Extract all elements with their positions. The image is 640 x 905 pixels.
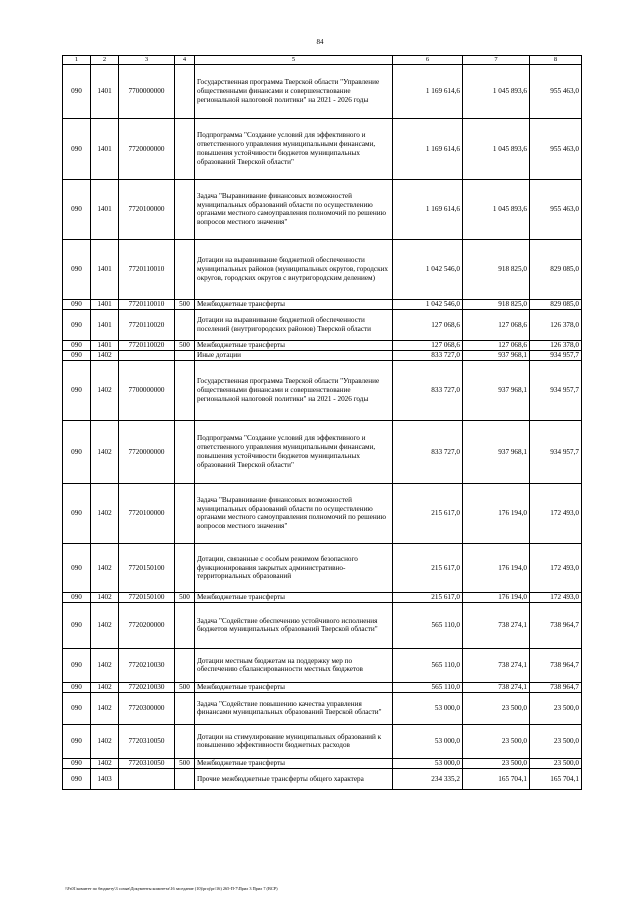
cell-c4 xyxy=(175,118,195,179)
cell-c2: 1402 xyxy=(91,592,119,602)
cell-c5: Межбюджетные трансферты xyxy=(195,682,393,692)
cell-c5: Подпрограмма "Создание условий для эффективного и ответственного управления муниципальными финансами, повышения устойчивости бюджетов муниципальных образований Тверской области" xyxy=(195,420,393,483)
cell-c8: 934 957,7 xyxy=(530,350,582,360)
cell-c3: 7720310050 xyxy=(119,724,175,758)
cell-c7: 937 968,1 xyxy=(463,350,530,360)
cell-c4 xyxy=(175,64,195,118)
cell-c8: 738 964,7 xyxy=(530,648,582,682)
cell-c4 xyxy=(175,350,195,360)
cell-c2: 1402 xyxy=(91,350,119,360)
cell-c2: 1401 xyxy=(91,340,119,350)
cell-c3: 7720000000 xyxy=(119,420,175,483)
cell-c7: 738 274,1 xyxy=(463,602,530,648)
cell-c6: 234 335,2 xyxy=(393,768,463,789)
cell-c5: Задача "Выравнивание финансовых возможностей муниципальных образований области по осуществлению органами местного самоуправления полномочий по решению вопросов местного значения" xyxy=(195,483,393,543)
cell-c1: 090 xyxy=(63,64,91,118)
cell-c8: 165 704,1 xyxy=(530,768,582,789)
cell-c6: 215 617,0 xyxy=(393,483,463,543)
table-row xyxy=(63,350,582,360)
cell-c2: 1401 xyxy=(91,239,119,299)
col-header-7: 7 xyxy=(463,56,530,65)
cell-c1: 090 xyxy=(63,692,91,724)
cell-c1: 090 xyxy=(63,118,91,179)
cell-c1: 090 xyxy=(63,309,91,340)
cell-c5: Межбюджетные трансферты xyxy=(195,592,393,602)
cell-c3: 7720200000 xyxy=(119,602,175,648)
cell-c3: 7720210030 xyxy=(119,682,175,692)
cell-c4 xyxy=(175,768,195,789)
cell-c1: 090 xyxy=(63,299,91,309)
cell-c7: 937 968,1 xyxy=(463,420,530,483)
cell-c8: 829 085,0 xyxy=(530,299,582,309)
cell-c4 xyxy=(175,239,195,299)
cell-c1: 090 xyxy=(63,592,91,602)
cell-c2: 1401 xyxy=(91,299,119,309)
cell-c4: 500 xyxy=(175,299,195,309)
cell-c8: 126 378,0 xyxy=(530,340,582,350)
cell-c6: 1 169 614,6 xyxy=(393,179,463,239)
cell-c7: 23 500,0 xyxy=(463,692,530,724)
cell-c5: Дотации на выравнивание бюджетной обеспеченности поселений (внутригородских районов) Тверской области xyxy=(195,309,393,340)
cell-c2: 1402 xyxy=(91,724,119,758)
cell-c4 xyxy=(175,543,195,592)
cell-c1: 090 xyxy=(63,179,91,239)
cell-c5: Государственная программа Тверской области "Управление общественными финансами и совершенствование региональной налоговой политики" на 2021 - 2026 годы xyxy=(195,360,393,420)
table-row xyxy=(63,309,582,340)
cell-c2: 1402 xyxy=(91,543,119,592)
cell-c3: 7720150100 xyxy=(119,543,175,592)
cell-c6: 215 617,0 xyxy=(393,592,463,602)
cell-c2: 1402 xyxy=(91,682,119,692)
cell-c5: Иные дотации xyxy=(195,350,393,360)
cell-c2: 1402 xyxy=(91,602,119,648)
table-row xyxy=(63,420,582,483)
budget-table xyxy=(62,55,582,790)
cell-c3: 7720100000 xyxy=(119,483,175,543)
cell-c8: 126 378,0 xyxy=(530,309,582,340)
cell-c6: 1 042 546,0 xyxy=(393,299,463,309)
cell-c8: 955 463,0 xyxy=(530,64,582,118)
table-row xyxy=(63,543,582,592)
cell-c1: 090 xyxy=(63,420,91,483)
cell-c7: 1 045 893,6 xyxy=(463,64,530,118)
cell-c7: 127 068,6 xyxy=(463,340,530,350)
cell-c4 xyxy=(175,360,195,420)
table-row xyxy=(63,692,582,724)
cell-c3: 7720150100 xyxy=(119,592,175,602)
cell-c3 xyxy=(119,768,175,789)
col-header-5: 5 xyxy=(195,56,393,65)
cell-c6: 1 042 546,0 xyxy=(393,239,463,299)
cell-c7: 127 068,6 xyxy=(463,309,530,340)
cell-c4: 500 xyxy=(175,682,195,692)
cell-c4 xyxy=(175,648,195,682)
cell-c5: Дотации, связанные с особым режимом безопасного функционирования закрытых административно-территориальных образований xyxy=(195,543,393,592)
table-row xyxy=(63,648,582,682)
table-row xyxy=(63,64,582,118)
cell-c4 xyxy=(175,483,195,543)
cell-c3: 7720110010 xyxy=(119,299,175,309)
cell-c7: 738 274,1 xyxy=(463,648,530,682)
table-row xyxy=(63,179,582,239)
col-header-4: 4 xyxy=(175,56,195,65)
cell-c1: 090 xyxy=(63,340,91,350)
table-row xyxy=(63,118,582,179)
cell-c4 xyxy=(175,692,195,724)
cell-c6: 565 110,0 xyxy=(393,602,463,648)
cell-c5: Дотации местным бюджетам на поддержку мер по обеспечению сбалансированности местных бюджетов xyxy=(195,648,393,682)
cell-c5: Межбюджетные трансферты xyxy=(195,758,393,768)
cell-c8: 955 463,0 xyxy=(530,179,582,239)
cell-c2: 1403 xyxy=(91,768,119,789)
table-row xyxy=(63,768,582,789)
cell-c3: 7720110010 xyxy=(119,239,175,299)
cell-c7: 23 500,0 xyxy=(463,724,530,758)
cell-c7: 1 045 893,6 xyxy=(463,179,530,239)
cell-c3: 7720210030 xyxy=(119,648,175,682)
cell-c7: 176 194,0 xyxy=(463,592,530,602)
cell-c8: 23 500,0 xyxy=(530,758,582,768)
cell-c3: 7720300000 xyxy=(119,692,175,724)
cell-c5: Дотации на выравнивание бюджетной обеспеченности муниципальных районов (муниципальных округов, городских округов, городских округов с внутригородским делением) xyxy=(195,239,393,299)
cell-c4: 500 xyxy=(175,592,195,602)
cell-c5: Межбюджетные трансферты xyxy=(195,340,393,350)
col-header-2: 2 xyxy=(91,56,119,65)
cell-c2: 1401 xyxy=(91,64,119,118)
cell-c7: 1 045 893,6 xyxy=(463,118,530,179)
cell-c3: 7720110020 xyxy=(119,340,175,350)
cell-c6: 565 110,0 xyxy=(393,682,463,692)
cell-c3: 7720110020 xyxy=(119,309,175,340)
table-row xyxy=(63,724,582,758)
col-header-8: 8 xyxy=(530,56,582,65)
cell-c5: Задача "Содействие повышению качества управления финансами муниципальных образований Тверской области" xyxy=(195,692,393,724)
cell-c8: 23 500,0 xyxy=(530,724,582,758)
cell-c3: 7720000000 xyxy=(119,118,175,179)
cell-c5: Дотации на стимулирование муниципальных образований к повышению эффективности бюджетных расходов xyxy=(195,724,393,758)
header-row xyxy=(63,56,582,65)
cell-c7: 23 500,0 xyxy=(463,758,530,768)
cell-c2: 1401 xyxy=(91,179,119,239)
cell-c3: 7700000000 xyxy=(119,360,175,420)
cell-c6: 53 000,0 xyxy=(393,758,463,768)
cell-c6: 1 169 614,6 xyxy=(393,118,463,179)
footer-file-path: \\Fs01\комитет по бюджету\3 созыв\Документы комитета\16 заседание (10)\proj\pr\16) 265-П-7\Прил 3 Прил 7 (ВСР) xyxy=(65,886,278,891)
table-row xyxy=(63,758,582,768)
cell-c8: 172 493,0 xyxy=(530,592,582,602)
cell-c6: 1 169 614,6 xyxy=(393,64,463,118)
cell-c6: 127 068,6 xyxy=(393,309,463,340)
cell-c8: 172 493,0 xyxy=(530,483,582,543)
cell-c6: 127 068,6 xyxy=(393,340,463,350)
cell-c7: 165 704,1 xyxy=(463,768,530,789)
cell-c2: 1402 xyxy=(91,692,119,724)
cell-c8: 172 493,0 xyxy=(530,543,582,592)
cell-c5: Межбюджетные трансферты xyxy=(195,299,393,309)
table-row xyxy=(63,483,582,543)
cell-c8: 829 085,0 xyxy=(530,239,582,299)
cell-c4: 500 xyxy=(175,758,195,768)
cell-c2: 1402 xyxy=(91,420,119,483)
table-row xyxy=(63,299,582,309)
cell-c7: 937 968,1 xyxy=(463,360,530,420)
cell-c1: 090 xyxy=(63,682,91,692)
cell-c8: 934 957,7 xyxy=(530,360,582,420)
cell-c7: 918 825,0 xyxy=(463,299,530,309)
table-row xyxy=(63,602,582,648)
cell-c5: Прочие межбюджетные трансферты общего характера xyxy=(195,768,393,789)
cell-c7: 176 194,0 xyxy=(463,543,530,592)
cell-c6: 833 727,0 xyxy=(393,360,463,420)
cell-c3: 7700000000 xyxy=(119,64,175,118)
table-row xyxy=(63,682,582,692)
cell-c4 xyxy=(175,309,195,340)
cell-c7: 738 274,1 xyxy=(463,682,530,692)
cell-c8: 738 964,7 xyxy=(530,602,582,648)
cell-c1: 090 xyxy=(63,724,91,758)
cell-c1: 090 xyxy=(63,350,91,360)
cell-c4: 500 xyxy=(175,340,195,350)
cell-c1: 090 xyxy=(63,602,91,648)
cell-c7: 918 825,0 xyxy=(463,239,530,299)
col-header-3: 3 xyxy=(119,56,175,65)
cell-c1: 090 xyxy=(63,483,91,543)
col-header-6: 6 xyxy=(393,56,463,65)
cell-c1: 090 xyxy=(63,758,91,768)
table-row xyxy=(63,592,582,602)
cell-c1: 090 xyxy=(63,543,91,592)
cell-c6: 565 110,0 xyxy=(393,648,463,682)
cell-c2: 1402 xyxy=(91,648,119,682)
cell-c4 xyxy=(175,724,195,758)
cell-c6: 53 000,0 xyxy=(393,724,463,758)
cell-c2: 1401 xyxy=(91,118,119,179)
cell-c3: 7720310050 xyxy=(119,758,175,768)
col-header-1: 1 xyxy=(63,56,91,65)
cell-c1: 090 xyxy=(63,360,91,420)
cell-c6: 53 000,0 xyxy=(393,692,463,724)
cell-c2: 1402 xyxy=(91,360,119,420)
cell-c5: Подпрограмма "Создание условий для эффективного и ответственного управления муниципальными финансами, повышения устойчивости бюджетов муниципальных образований Тверской области" xyxy=(195,118,393,179)
cell-c1: 090 xyxy=(63,648,91,682)
cell-c4 xyxy=(175,420,195,483)
cell-c4 xyxy=(175,179,195,239)
cell-c5: Задача "Выравнивание финансовых возможностей муниципальных образований области по осуществлению органами местного самоуправления полномочий по решению вопросов местного значения" xyxy=(195,179,393,239)
cell-c1: 090 xyxy=(63,239,91,299)
cell-c8: 934 957,7 xyxy=(530,420,582,483)
table-row xyxy=(63,239,582,299)
cell-c5: Государственная программа Тверской области "Управление общественными финансами и совершенствование региональной налоговой политики" на 2021 - 2026 годы xyxy=(195,64,393,118)
cell-c2: 1402 xyxy=(91,758,119,768)
cell-c6: 833 727,0 xyxy=(393,420,463,483)
cell-c4 xyxy=(175,602,195,648)
cell-c3 xyxy=(119,350,175,360)
cell-c2: 1401 xyxy=(91,309,119,340)
cell-c6: 833 727,0 xyxy=(393,350,463,360)
cell-c8: 955 463,0 xyxy=(530,118,582,179)
cell-c8: 23 500,0 xyxy=(530,692,582,724)
cell-c2: 1402 xyxy=(91,483,119,543)
table-body xyxy=(63,64,582,789)
cell-c7: 176 194,0 xyxy=(463,483,530,543)
cell-c3: 7720100000 xyxy=(119,179,175,239)
table-row xyxy=(63,360,582,420)
table-row xyxy=(63,340,582,350)
cell-c1: 090 xyxy=(63,768,91,789)
cell-c8: 738 964,7 xyxy=(530,682,582,692)
cell-c6: 215 617,0 xyxy=(393,543,463,592)
page-number: 84 xyxy=(316,38,324,46)
cell-c5: Задача "Содействие обеспечению устойчивого исполнения бюджетов муниципальных образований Тверской области" xyxy=(195,602,393,648)
